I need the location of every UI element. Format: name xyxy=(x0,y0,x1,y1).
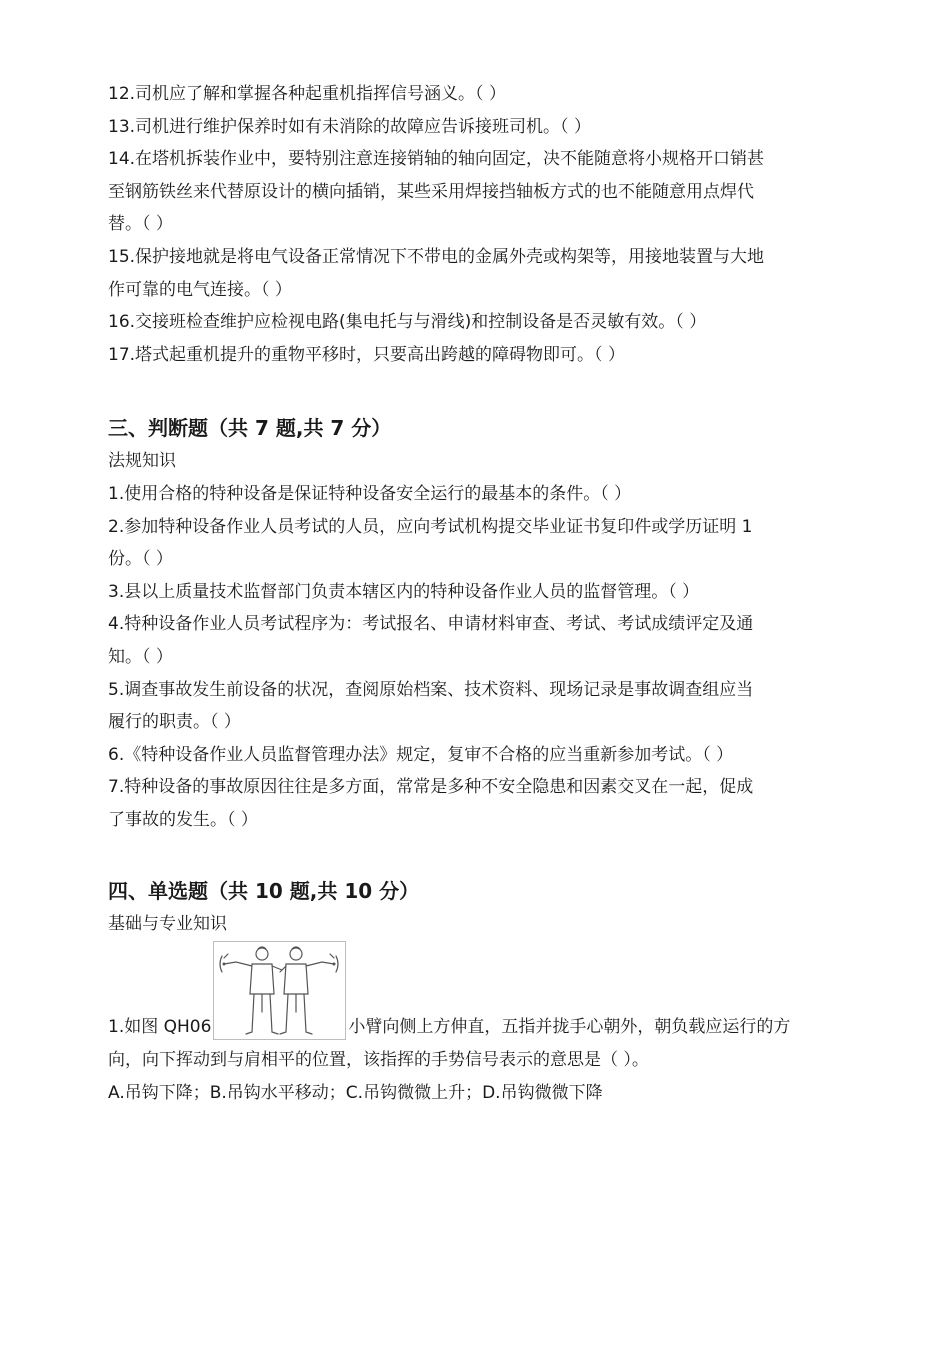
question-line: 14.在塔机拆装作业中，要特别注意连接销轴的轴向固定，决不能随意将小规格开口销甚 xyxy=(108,149,765,170)
section2-tail xyxy=(108,78,868,371)
question-1-options: A.吊钩下降；B.吊钩水平移动；C.吊钩微微上升；D.吊钩微微下降 xyxy=(108,1082,603,1103)
question-line: 12.司机应了解和掌握各种起重机指挥信号涵义。（ ） xyxy=(108,84,506,104)
section-heading: 四、单选题（共 10 题,共 10 分） xyxy=(108,879,420,904)
question-line: 2.参加特种设备作业人员考试的人员，应向考试机构提交毕业证书复印件或学历证明 1 xyxy=(108,516,753,537)
question-1-suffix: 小臂向侧上方伸直，五指并拢手心朝外，朝负载应运行的方 xyxy=(348,1017,791,1038)
section-subheading: 基础与专业知识 xyxy=(108,914,227,935)
question-line: 7.特种设备的事故原因往往是多方面，常常是多种不安全隐患和因素交叉在一起，促成 xyxy=(108,777,754,798)
document-page xyxy=(108,78,868,1109)
section-subheading: 法规知识 xyxy=(108,451,176,472)
question-line: 17.塔式起重机提升的重物平移时，只要高出跨越的障碍物即可。（ ） xyxy=(108,344,625,365)
question-line: 履行的职责。（ ） xyxy=(108,712,241,733)
section4 xyxy=(108,874,868,1109)
question-line: 1.使用合格的特种设备是保证特种设备安全运行的最基本的条件。（ ） xyxy=(108,483,632,504)
section-heading: 三、判断题（共 7 题,共 7 分） xyxy=(108,416,392,441)
question-line: 16.交接班检查维护应检视电路(集电托与与滑线)和控制设备是否灵敏有效。（ ） xyxy=(108,312,707,333)
question-line: 4.特种设备作业人员考试程序为：考试报名、申请材料审查、考试、考试成绩评定及通 xyxy=(108,614,754,635)
section3 xyxy=(108,411,868,836)
question-line: 份。（ ） xyxy=(108,549,173,570)
question-1-line1 xyxy=(108,941,868,1044)
question-1-line2: 向，向下挥动到与肩相平的位置，该指挥的手势信号表示的意思是（ ）。 xyxy=(108,1050,649,1071)
question-line: 知。（ ） xyxy=(108,646,173,667)
question-line: 3.县以上质量技术监督部门负责本辖区内的特种设备作业人员的监督管理。（ ） xyxy=(108,581,700,602)
question-line: 6.《特种设备作业人员监督管理办法》规定，复审不合格的应当重新参加考试。（ ） xyxy=(108,744,734,765)
question-line: 15.保护接地就是将电气设备正常情况下不带电的金属外壳或构架等，用接地装置与大地 xyxy=(108,246,765,267)
question-line: 作可靠的电气连接。（ ） xyxy=(108,279,292,300)
question-line: 了事故的发生。（ ） xyxy=(108,809,258,830)
signal-figure-illustration-icon xyxy=(213,941,346,1040)
question-1-prefix: 1.如图 QH06 xyxy=(108,1017,212,1038)
question-line: 13.司机进行维护保养时如有未消除的故障应告诉接班司机。（ ） xyxy=(108,116,591,137)
question-line: 至钢筋铁丝来代替原设计的横向插销，某些采用焊接挡轴板方式的也不能随意用点焊代 xyxy=(108,181,754,202)
question-line: 替。（ ） xyxy=(108,214,173,235)
question-line: 5.调查事故发生前设备的状况，查阅原始档案、技术资料、现场记录是事故调查组应当 xyxy=(108,679,754,700)
